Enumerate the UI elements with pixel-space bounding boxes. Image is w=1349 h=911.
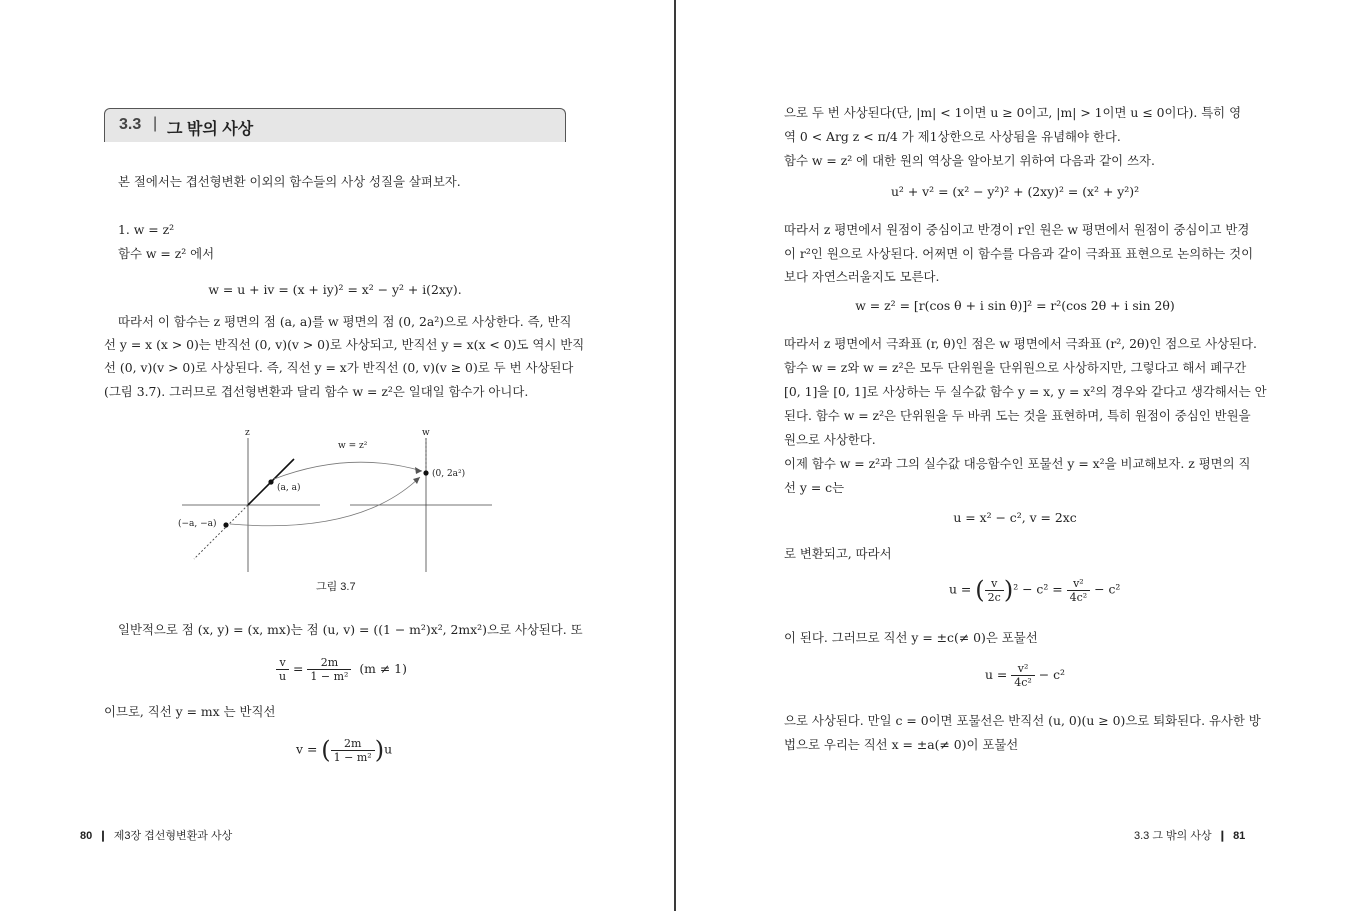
para1-line4: (그림 3.7). 그러므로 겹선형변환과 달리 함수 w = z²은 일대일 함수가 아니다. [104,384,529,399]
item1-label: 1. w = z² [118,222,175,237]
equation-2: $\frac{v}{u}$ = $\frac{2m}{\text{1 − m²}}$ (m ≠ 1) [276,656,407,683]
figure-3-7 [170,420,500,580]
label-point-img: (0, 2a²) [432,469,466,479]
r-equation-1: u² + v² = (x² − y²)² + (2xy)² = (x² + y²)² [890,184,1140,199]
section-number: 3.3 [119,116,142,133]
r-para2-line3: 보다 자연스러울지도 모른다. [784,269,940,284]
right-footer: 3.3 그 밖의 사상 ❙ 81 [1134,830,1246,842]
label-w: w [422,428,430,438]
left-page [0,0,674,911]
r-equation-3: u = x² − c², v = 2xc [953,510,1077,525]
r-para3-line7: 선 y = c는 [784,480,845,495]
r-para1-line2: 역 0 < Arg z < π/4 가 제1상한으로 사상됨을 유념해야 한다. [784,129,1121,144]
point-image [423,470,428,475]
para1-line1: 따라서 이 함수는 z 평면의 점 (a, a)를 w 평면의 점 (0, 2a²)으로 사상한다. 즉, 반직 [118,314,572,329]
r-para3-line5: 원으로 사상한다. [784,432,876,447]
r-para1-line1: 으로 두 번 사상된다(단, |m| < 1이면 u ≥ 0이고, |m| > 1이면 u ≤ 0이다). 특히 영 [784,105,1242,120]
mapping-arc-upper [274,462,422,479]
r-para3-line4: 된다. 함수 w = z²은 단위원을 두 바퀴 도는 것을 표현하며, 특히 원점이 중심인 반원을 [784,408,1251,423]
r-para4: 로 변환되고, 따라서 [784,546,892,561]
label-z: z [245,428,250,438]
figure-caption: 그림 3.7 [316,581,356,593]
point-a-a [268,479,273,484]
r-para2-line2: 이 r²인 원으로 사상된다. 어쩌면 이 함수를 다음과 같이 극좌표 표현으로 논의하는 것이 [784,246,1254,261]
r-para6-line1: 으로 사상된다. 만일 c = 0이면 포물선은 반직선 (u, 0)(u ≥ 0)으로 퇴화된다. 유사한 방 [784,713,1261,728]
section-header [104,108,566,142]
book-spine [674,0,676,911]
r-para3-line2: 함수 w = z와 w = z²은 모두 단위원을 단위원으로 사상하지만, 그렇다고 해서 폐구간 [784,360,1247,375]
r-equation-5: u = $\frac{\text{v²}}{\text{4c²}}$ − c² [985,662,1066,689]
r-para3-line6: 이제 함수 w = z²과 그의 실수값 대응함수인 포물선 y = x²을 비교해보자. z 평면의 직 [784,456,1251,471]
label-point-neg: (−a, −a) [178,519,217,529]
equation-1: w = u + iv = (x + iy)² = x² − y² + i(2xy). [208,282,462,297]
equation-3: v = ( $\frac{2m}{\text{1 − m²}}$ )u [296,736,393,764]
r-equation-4: u = ( $\frac{v}{2c}$ )² − c² = $\frac{\text{v²}}{\text{4c²}}$ − c² [949,576,1121,604]
mapping-arc-lower [230,477,420,526]
para3: 이므로, 직선 y = mx 는 반직선 [104,704,276,719]
r-para6-line2: 법으로 우리는 직선 x = ±a(≠ 0)이 포물선 [784,737,1019,752]
line-y-eq-x-dashed [194,505,248,559]
para1-line2: 선 y = x (x > 0)는 반직선 (0, v)(v > 0)로 사상되고, 반직선 y = x(x < 0)도 역시 반직 [104,337,585,352]
intro-text: 본 절에서는 겹선형변환 이외의 함수들의 사상 성질을 살펴보자. [118,174,461,189]
label-point-a: (a, a) [277,483,301,493]
para1-line3: 선 (0, v)(v > 0)로 사상된다. 즉, 직선 y = x가 반직선 (0, v)(v ≥ 0)로 두 번 사상된다 [104,360,574,375]
r-para5: 이 된다. 그러므로 직선 y = ±c(≠ 0)은 포물선 [784,630,1038,645]
r-para2-line1: 따라서 z 평면에서 원점이 중심이고 반경이 r인 원은 w 평면에서 원점이 중심이고 반경 [784,222,1250,237]
item1-line: 함수 w = z² 에서 [118,246,215,261]
point-neg-a [223,522,228,527]
arrowhead-upper [415,467,422,474]
label-map: w = z² [338,441,368,451]
para2: 일반적으로 점 (x, y) = (x, mx)는 점 (u, v) = ((1 − m²)x², 2mx²)으로 사상된다. 또 [118,622,583,637]
r-para3-line1: 따라서 z 평면에서 극좌표 (r, θ)인 점은 w 평면에서 극좌표 (r², 2θ)인 점으로 사상된다. [784,336,1257,351]
r-equation-2: w = z² = [r(cos θ + i sin θ)]² = r²(cos 2θ + i sin 2θ) [855,298,1175,313]
r-para3-line3: [0, 1]을 [0, 1]로 사상하는 두 실수값 함수 y = x, y = x²의 경우와 같다고 생각해서는 안 [784,384,1267,399]
section-title: 그 밖의 사상 [167,121,254,138]
left-footer: 80 ❙ 제3장 겹선형변환과 사상 [80,830,233,842]
right-page [677,0,1349,911]
r-para1-line3: 함수 w = z² 에 대한 원의 역상을 알아보기 위하여 다음과 같이 쓰자. [784,153,1155,168]
section-separator: | [153,115,158,132]
